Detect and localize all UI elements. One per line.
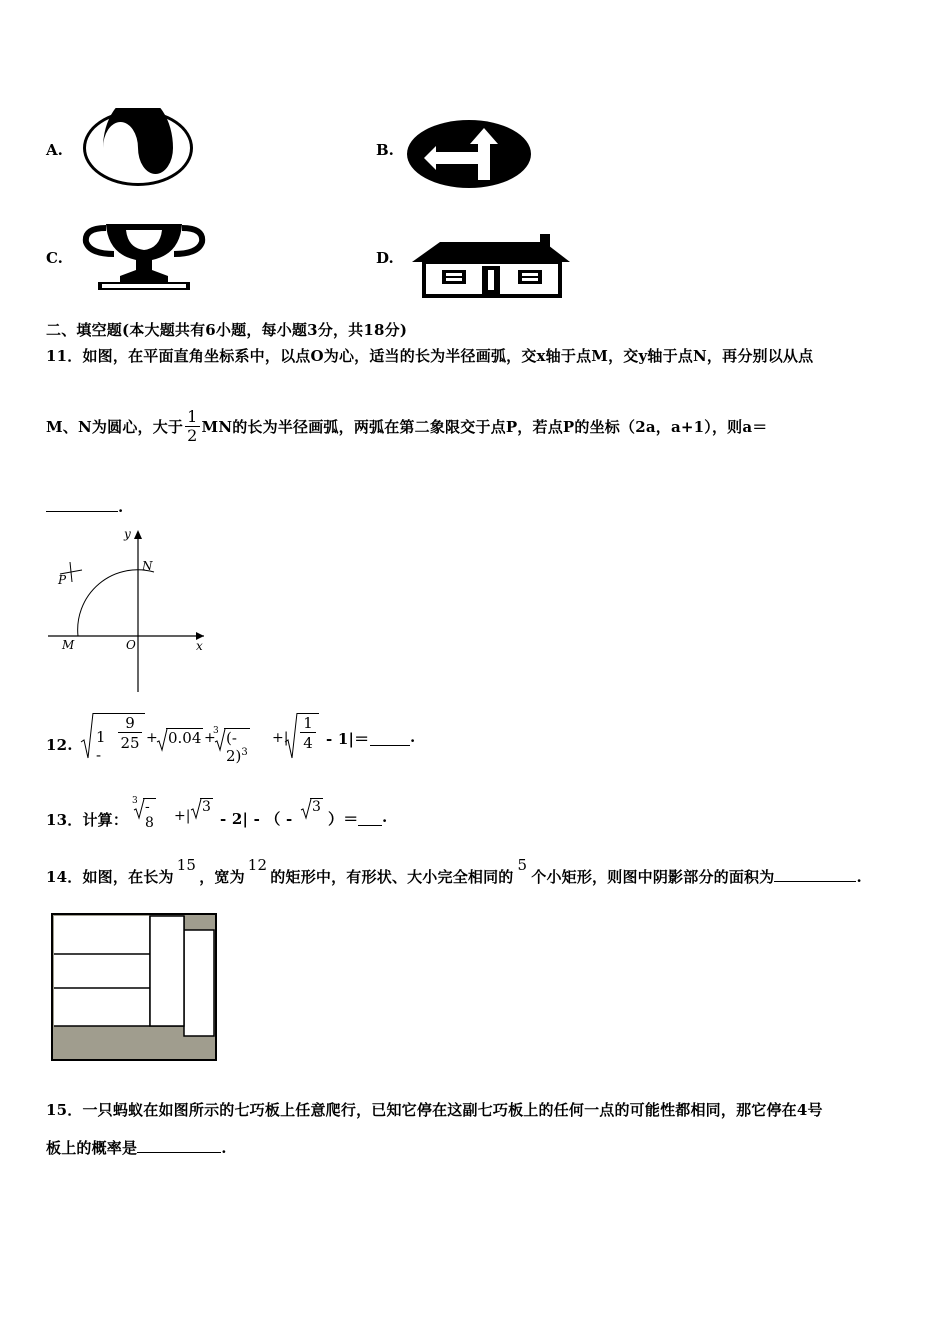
answer-blank-12[interactable] <box>370 732 410 746</box>
q11-coordinate-figure <box>46 524 216 700</box>
question-14: 14．如图，在长为15，宽为12的矩形中，有形状、大小完全相同的5个小矩形，则图中阴影部分的面积为 . <box>46 856 862 886</box>
question-11-line2 <box>46 408 768 445</box>
option-b-label: B. <box>376 141 394 159</box>
house-icon <box>410 232 574 304</box>
option-d-label: D. <box>376 249 394 267</box>
x-axis-label: x <box>196 639 203 653</box>
road-sign-turn-left-icon <box>406 118 532 194</box>
option-c-label: C. <box>46 249 63 267</box>
yin-yang-icon <box>80 108 196 192</box>
question-13-prefix: 13．计算： <box>46 811 129 829</box>
point-n-label: N <box>142 559 153 573</box>
question-11-line1: 11．如图，在平面直角坐标系中，以点O为心，适当的长为半径画弧，交x轴于点M，交y轴于点N，再分别以从点 <box>46 347 814 365</box>
option-a-label: A. <box>46 141 63 159</box>
y-axis-label: y <box>124 527 131 541</box>
question-12-number: 12. <box>46 736 73 754</box>
origin-label: O <box>126 638 136 652</box>
section-title: 二、填空题(本大题共有6小题，每小题3分，共18分) <box>46 321 408 339</box>
question-11-answer: . <box>46 497 123 516</box>
point-m-label: M <box>62 638 75 652</box>
question-15-line1: 15．一只蚂蚁在如图所示的七巧板上任意爬行，已知它停在这副七巧板上的任何一点的可能性都相同，那它停在4号 <box>46 1101 823 1119</box>
question-15-line2: 板上的概率是 . <box>46 1139 227 1157</box>
q11-prefix: M、N为圆心，大于 <box>46 418 184 436</box>
q14-rectangle-figure <box>50 912 220 1068</box>
trophy-cup-icon <box>80 220 208 298</box>
q11-suffix: MN的长为半径画弧，两弧在第二象限交于点P，若点P的坐标（2a，a+1），则a＝ <box>201 418 768 436</box>
answer-blank-14[interactable] <box>774 867 856 882</box>
q11-fraction: $\frac{1}{2}$ <box>187 407 198 445</box>
answer-blank-15[interactable] <box>137 1138 221 1153</box>
answer-blank-11[interactable] <box>46 497 118 512</box>
answer-blank-13[interactable] <box>358 810 382 826</box>
point-p-label: P <box>58 573 67 587</box>
